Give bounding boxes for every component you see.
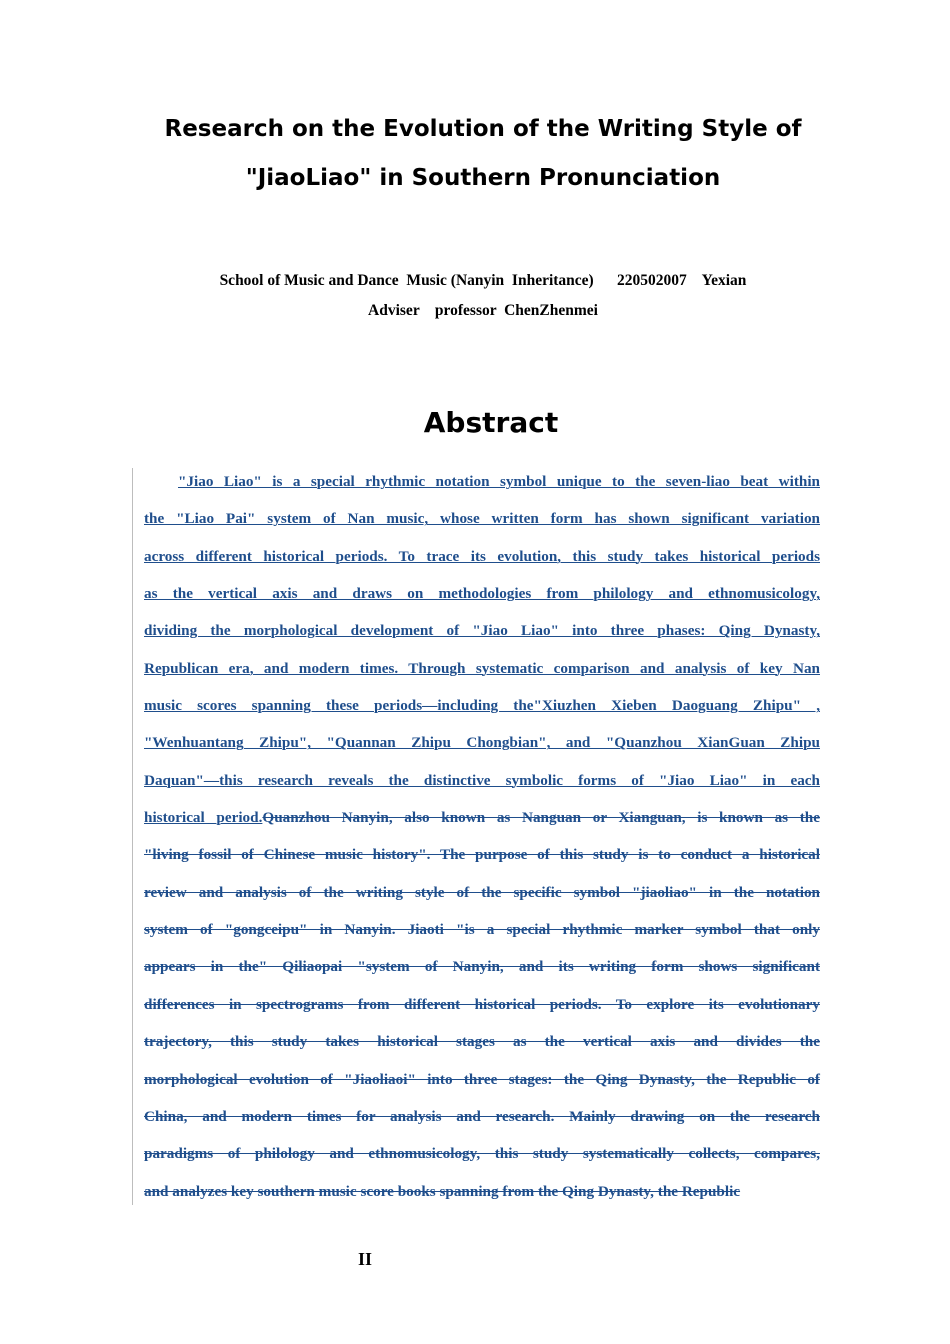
abstract-line <box>144 472 820 509</box>
abstract-line <box>144 509 820 546</box>
inserted-text: as the vertical axis and draws on methodologies from philology and ethnomusicology, <box>144 585 820 603</box>
inserted-text: Daquan"—this research reveals the distinctive symbolic forms of "Jiao Liao" in each <box>144 771 820 789</box>
page-number: II <box>358 1249 373 1269</box>
deleted-text: trajectory, this study takes historical stages as the vertical axis and divides the <box>144 1033 820 1051</box>
adviser-info-line: Adviser professor ChenZhenmei <box>368 302 598 319</box>
deleted-text: morphological evolution of "Jiaoliaoi" into three stages: the Qing Dynasty, the Republic of <box>144 1070 820 1088</box>
deleted-text: China, and modern times for analysis and research. Mainly drawing on the research <box>144 1107 820 1125</box>
abstract-line <box>144 547 820 584</box>
author-info-line: School of Music and Dance Music (Nanyin Inheritance) 220502007 Yexian <box>219 272 747 289</box>
deleted-text: review and analysis of the writing style of the specific symbol "jiaoliao" in the notation <box>144 883 820 901</box>
abstract-heading: Abstract <box>423 406 559 439</box>
deleted-text: differences in spectrograms from different historical periods. To explore its evolutionary <box>144 995 820 1013</box>
inserted-text: across different historical periods. To trace its evolution, this study takes historical periods <box>144 547 820 565</box>
abstract-line <box>144 920 820 957</box>
abstract-line <box>144 733 820 770</box>
inserted-text: the "Liao Pai" system of Nan music, whose written form has shown significant variation <box>144 510 820 528</box>
document-title-line-1: Research on the Evolution of the Writing Style of <box>164 116 802 142</box>
deleted-text: Quanzhou Nanyin, also known as Nanguan or Xianguan, is known as the <box>262 809 820 827</box>
abstract-line <box>144 957 820 994</box>
abstract-line <box>144 696 820 733</box>
abstract-line <box>144 1032 820 1069</box>
deleted-text: paradigms of philology and ethnomusicology, this study systematically collects, compares, <box>144 1145 820 1163</box>
inserted-text: Republican era, and modern times. Through systematic comparison and analysis of key Nan <box>144 659 820 677</box>
deleted-text: and analyzes key southern music score books spanning from the Qing Dynasty, the Republic <box>144 1182 741 1200</box>
abstract-body <box>144 472 820 1219</box>
abstract-line <box>144 621 820 658</box>
abstract-line <box>144 808 820 845</box>
abstract-line <box>144 883 820 920</box>
abstract-line <box>144 995 820 1032</box>
inserted-text: "Wenhuantang Zhipu", "Quannan Zhipu Chongbian", and "Quanzhou XianGuan Zhipu <box>144 734 820 752</box>
inserted-text: music scores spanning these periods—including the"Xiuzhen Xieben Daoguang Zhipu" , <box>144 697 820 715</box>
abstract-line <box>144 1144 820 1181</box>
document-title-line-2: "JiaoLiao" in Southern Pronunciation <box>245 165 721 191</box>
abstract-line <box>144 659 820 696</box>
deleted-text: appears in the" Qiliaopai "system of Nanyin, and its writing form shows significant <box>144 958 820 976</box>
revision-change-bar <box>132 468 133 1205</box>
inserted-text: "Jiao Liao" is a special rhythmic notation symbol unique to the seven-liao beat within <box>178 473 820 490</box>
inserted-text: dividing the morphological development of "Jiao Liao" into three phases: Qing Dynasty, <box>144 622 820 640</box>
abstract-line <box>144 845 820 882</box>
abstract-line <box>144 771 820 808</box>
deleted-text: "living fossil of Chinese music history". The purpose of this study is to conduct a historical <box>144 846 820 864</box>
abstract-line <box>144 1107 820 1144</box>
abstract-line <box>144 1070 820 1107</box>
abstract-line <box>144 1182 820 1219</box>
inserted-text: historical period. <box>144 809 263 827</box>
abstract-line <box>144 584 820 621</box>
deleted-text: system of "gongceipu" in Nanyin. Jiaoti "is a special rhythmic marker symbol that only <box>144 921 820 939</box>
